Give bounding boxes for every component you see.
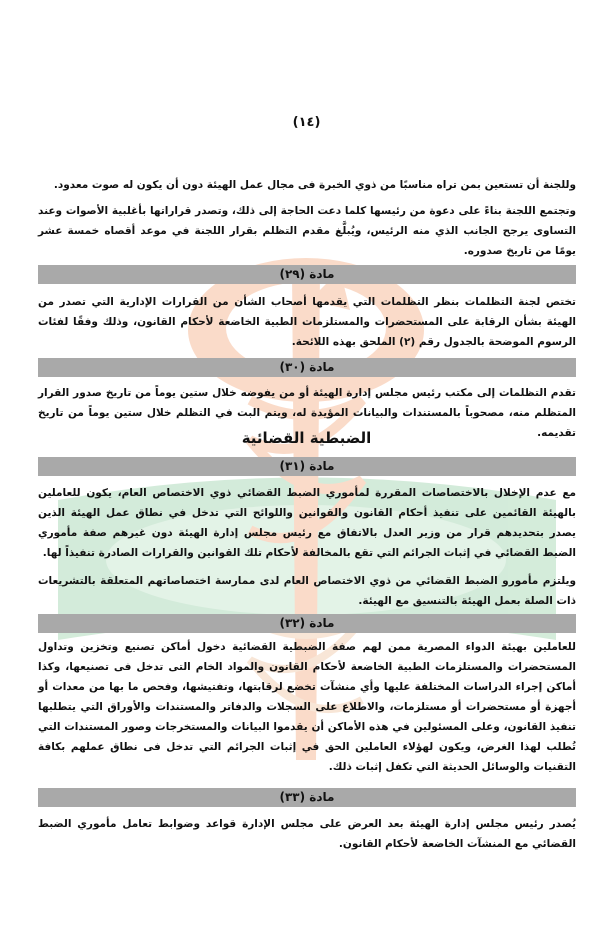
article-32-heading: مادة (٣٢) [38,614,576,633]
paragraph-article-33: يُصدر رئيس مجلس إدارة الهيئة بعد العرض على مجلس الإدارة قواعد وضوابط تعامل مأموري الضبط القضائي مع المنشآت الخاضعة لأحكام القانون. [38,818,576,850]
article-30-heading: مادة (٣٠) [38,358,576,377]
section-title: الضبطية القضائية [241,429,372,447]
paragraph-article-32: للعاملين بهيئة الدواء المصرية ممن لهم صفة الضبطية القضائية دخول أماكن تصنيع وتخزين وتداول المستحضرات والمستلزمات الطبية الخاضعة لأحكام القانون والمواد الخام التى تدخل فى تصنيعها، وكذا أماكن إجراء الدراسات المختلفة عليها وأي منشآت تخضع لرقابتها، وتفتيشها، وفحص ما بها من معدات أو أجهزة أو مستحضرات أو مستلزمات، والاطلاع على السجلات والدفاتر والمستندات والأوراق التي يتطلبها تنفيذ القانون، وعلى المسئولين في هذه الأماكن أن يقدموا البيانات والمستخرجات وصور المستندات التي تُطلب لهذا الغرض، ويكون لهؤلاء العاملين الحق في إثبات الجرائم التي تدخل فى نطاق عملهم بكافة التقنيات والوسائل الحديثة التي تكفل إثبات ذلك. [38,641,576,773]
paragraph-committee-experts: وللجنة أن تستعين بمن تراه مناسبًا من ذوي الخبرة فى مجال عمل الهيئة دون أن يكون له صوت معدود. [53,179,576,191]
page-number: (١٤) [292,115,321,130]
paragraph-article-29: تختص لجنة التظلمات بنظر التظلمات التي يقدمها أصحاب الشأن من القرارات الإدارية التي تصدر من الهيئة بشأن الرقابة على المستحضرات والمستلزمات الطبية الخاضعة لأحكام القانون، وذلك وفقًا لفئات الرسوم الموضحة بالجدول رقم (٢) الملحق بهذه اللائحة. [38,296,576,348]
paragraph-article-30: تقدم التظلمات إلى مكتب رئيس مجلس إدارة الهيئة أو من يفوضه خلال ستين يوماً من تاريخ صدور القرار المتظلم منه، مصحوباً بالمستندات والبيانات المؤيدة له، ويتم البت في التظلم خلال ستين يوماً من تاريخ تقديمه. [38,387,576,439]
paragraph-article-31-coordination: ويلتزم مأمورو الضبط القضائي من ذوي الاختصاص العام لدى ممارسة اختصاصاتهم المتعلقة بالتشريعات ذات الصلة بعمل الهيئة بالتنسيق مع الهيئة. [38,575,576,607]
article-29-heading: مادة (٢٩) [38,265,576,284]
paragraph-article-31: مع عدم الإخلال بالاختصاصات المقررة لمأموري الضبط القضائي ذوي الاختصاص العام، يكون للعاملين بالهيئة القائمين على تنفيذ أحكام القانون والقوانين واللوائح التي تدخل في نطاق عمل الهيئة الذين يصدر بتحديدهم قرار من وزير العدل بالاتفاق مع رئيس مجلس إدارة الهيئة دون غيرهم صفة مأموري الضبط القضائي في إثبات الجرائم التي تقع بالمخالفة لأحكام تلك القوانين والقرارات الصادرة تنفيذاً لها. [38,487,576,559]
paragraph-committee-meetings: وتجتمع اللجنة بناءً على دعوة من رئيسها كلما دعت الحاجة إلى ذلك، وتصدر قراراتها بأغلبية الأصوات وعند التساوى يرجح الجانب الذي منه الرئيس، ويُبلَّغ مقدم التظلم بقرار اللجنة في موعد أقصاه خمسة عشر يومًا من تاريخ صدوره. [38,205,576,257]
article-33-heading: مادة (٣٣) [38,788,576,807]
article-31-heading: مادة (٣١) [38,457,576,476]
